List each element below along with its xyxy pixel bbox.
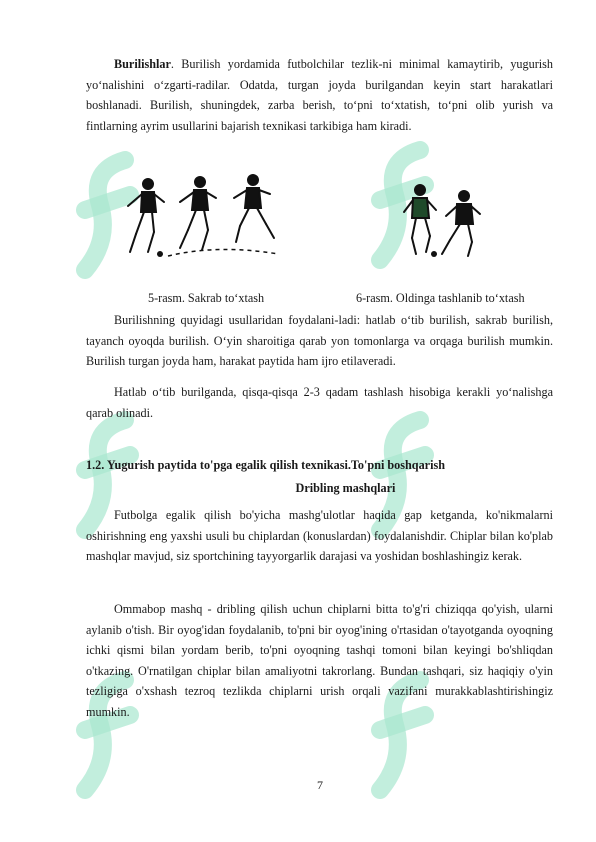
page-number: 7 xyxy=(317,778,323,792)
paragraph-chiplar: Futbolga egalik qilish bo'yicha mashg'ulotlar haqida gap ketganda, ko'nikmalarni oshirishning eng yaxshi usuli bu chiplardan (konuslardan) foydalanishdir. Chiplar bilan ko'plab mashqlar mavjud, siz sportchining tayyorgarlik darajasi va yoshidan boshlashingiz kerak. xyxy=(86,508,553,564)
term-burilishlar: Burilishlar xyxy=(114,57,171,71)
figure-5-players-illustration xyxy=(108,172,288,260)
figure-6-caption: 6-rasm. Oldinga tashlanib to‘xtash xyxy=(356,291,525,305)
paragraph-dribling-mashq: Ommabop mashq - dribling qilish uchun chiplarni bitta to'g'ri chiziqqa qo'yish, ularni aylanib o'tish. Bir oyog'idan foydalanib, to'pni bir oyog'ining o'rtasidan o'tayotganda oyoqning ichki qismi bilan yordam berib, to'pni oyoqning tashqi tomoni bilan keyingi bo'shliqdan o'tkazing. O'rnatilgan chiplar bilan amaliyotni takrorlang. Bundan tashqari, siz haqiqiy o'yin tezligiga o'xshash tezroq tezlikda chiplarni urish orqali vazifani murakkablashtirishingiz mumkin. xyxy=(86,602,553,719)
section-subheading: Dribling mashqlari xyxy=(295,481,396,495)
paragraph-burilishlar xyxy=(86,54,553,136)
section-heading: 1.2. Yugurish paytida to'pga egalik qilish texnikasi.To'pni boshqarish xyxy=(86,458,445,472)
paragraph-burilish-usullari: Burilishning quyidagi usullaridan foydalani-ladi: hatlab o‘tib burilish, sakrab burilish, tayanch oyoqda burilish. O‘yin sharoitiga qarab yon tomonlarga va orqaga burilish mumkin. Burilish turgan joyda ham, harakat paytida ham ijro etilaveradi. xyxy=(86,313,553,369)
figure-5-caption: 5-rasm. Sakrab to‘xtash xyxy=(148,291,265,305)
figure-6-players-illustration xyxy=(398,182,490,260)
paragraph-burilishlar-text: . Burilish yordamida futbolchilar tezlik-ni minimal kamaytirib, yugurish yo‘nalishini o‘zgarti-radilar. Odatda, turgan joyda burilgandan keyin start harakatlari boshlanadi. Burilish, shuningdek, zarba berish, to‘pni to‘xtatish, to‘pni olib yurish va fintlarning ayrim usullarini bajarish texnikasi tarkibiga ham kiradi. xyxy=(86,57,553,133)
paragraph-hatlab: Hatlab o‘tib burilganda, qisqa-qisqa 2-3 qadam tashlash hisobiga kerakli yo‘nalishga qarab olinadi. xyxy=(86,385,553,420)
